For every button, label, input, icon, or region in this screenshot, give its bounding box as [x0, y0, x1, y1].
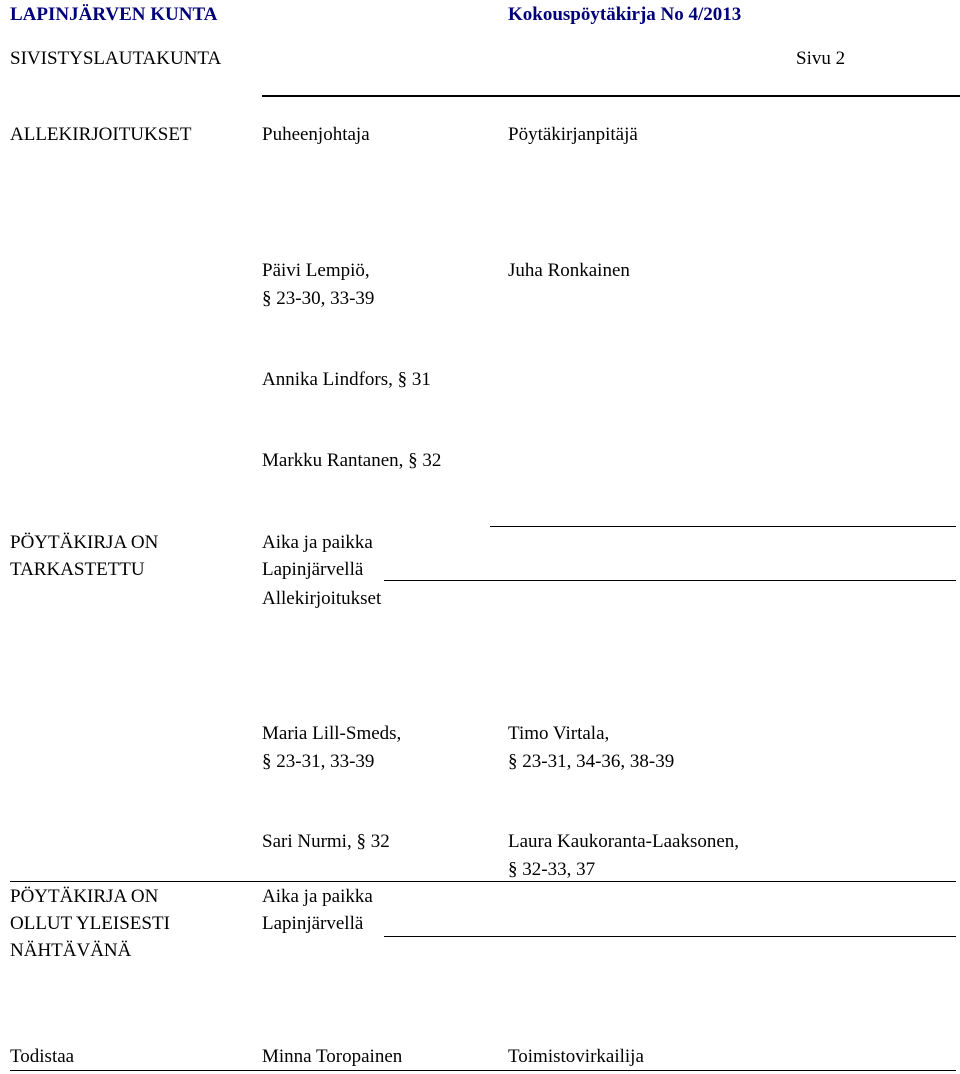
chair-2: Annika Lindfors, § 31: [262, 369, 431, 390]
verification-top-rule: [490, 526, 956, 527]
verified-label-line2: TARKASTETTU: [10, 559, 145, 580]
secretary-name: Juha Ronkainen: [508, 260, 630, 281]
chair-3: Markku Rantanen, § 32: [262, 450, 442, 471]
document-title: Kokouspöytäkirja No 4/2013: [508, 4, 742, 25]
header-rule: [262, 95, 960, 97]
page-number: Sivu 2: [796, 48, 846, 69]
checker-1-sections: § 23-31, 33-39: [262, 751, 375, 772]
verification-signatures-label: Allekirjoitukset: [262, 588, 382, 609]
footer-rule: [10, 1070, 956, 1071]
verification-time-place-label: Aika ja paikka: [262, 532, 373, 553]
public-time-place-label: Aika ja paikka: [262, 886, 373, 907]
checker-4-sections: § 32-33, 37: [508, 859, 596, 880]
chair-1-sections: § 23-30, 33-39: [262, 288, 375, 309]
public-label-line2: OLLUT YLEISESTI: [10, 913, 170, 934]
checker-1-name: Maria Lill-Smeds,: [262, 723, 402, 744]
public-place-rule: [384, 936, 956, 937]
signatures-section-label: ALLEKIRJOITUKSET: [10, 124, 192, 145]
public-label-line1: PÖYTÄKIRJA ON: [10, 886, 159, 907]
checker-4-name: Laura Kaukoranta-Laaksonen,: [508, 831, 740, 852]
chair-label: Puheenjohtaja: [262, 124, 370, 145]
verified-label-line1: PÖYTÄKIRJA ON: [10, 532, 159, 553]
certifier-title: Toimistovirkailija: [508, 1046, 644, 1067]
board-name: SIVISTYSLAUTAKUNTA: [10, 48, 222, 69]
certify-label: Todistaa: [10, 1046, 75, 1067]
checker-2-sections: § 23-31, 34-36, 38-39: [508, 751, 675, 772]
secretary-label: Pöytäkirjanpitäjä: [508, 124, 638, 145]
public-label-line3: NÄHTÄVÄNÄ: [10, 940, 132, 961]
certifier-name: Minna Toropainen: [262, 1046, 403, 1067]
verification-place-rule: [384, 580, 956, 581]
organization-name: LAPINJÄRVEN KUNTA: [10, 4, 218, 25]
public-display-top-rule: [10, 881, 956, 882]
chair-1-name: Päivi Lempiö,: [262, 260, 370, 281]
checker-3: Sari Nurmi, § 32: [262, 831, 390, 852]
checker-2-name: Timo Virtala,: [508, 723, 610, 744]
public-place: Lapinjärvellä: [262, 913, 364, 934]
verification-place: Lapinjärvellä: [262, 559, 364, 580]
